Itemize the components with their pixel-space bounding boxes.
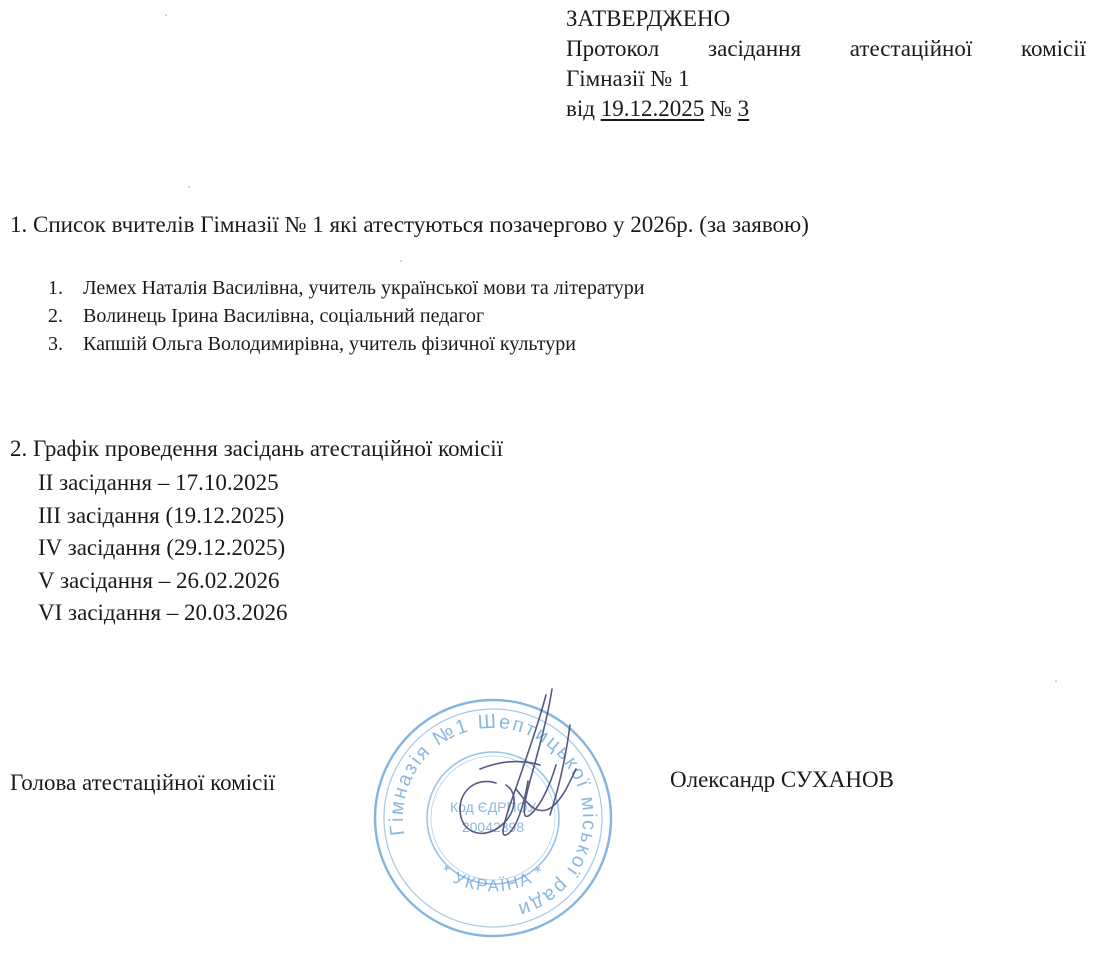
approval-number: 3 (737, 96, 750, 121)
approval-school: Гімназії № 1 (566, 66, 690, 91)
stamp-country-path: * УКРАЇНА * (436, 861, 550, 896)
list-item (48, 302, 644, 330)
list-item-number: 2. (48, 305, 63, 327)
stamp-outer-text-path: Гімназія №1 Шептицької міської ради (385, 710, 601, 922)
list-item-number: 1. (48, 277, 63, 299)
approval-date-prefix: від (566, 96, 595, 121)
scan-speck (1055, 680, 1057, 682)
list-item (48, 274, 644, 302)
approval-date: 19.12.2025 (600, 96, 705, 121)
scan-speck (165, 14, 167, 16)
approval-protocol: Протокол засідання атестаційної комісії (566, 36, 1086, 61)
meeting-item: ІІІ засідання (19.12.2025) (38, 502, 285, 528)
meeting-schedule (38, 467, 288, 630)
section2-heading: 2. Графік проведення засідань атестаційної комісії (10, 436, 504, 461)
meeting-item: ІV засідання (29.12.2025) (38, 535, 286, 560)
approval-status: ЗАТВЕРДЖЕНО (566, 6, 731, 31)
scan-speck (400, 260, 402, 262)
list-item-text: Волинець Ірина Василівна, соціальний педагог (83, 305, 485, 327)
approval-date-line (566, 94, 1086, 124)
scan-speck (188, 186, 190, 188)
approval-number-prefix: № (709, 96, 732, 121)
meeting-item: VІ засідання – 20.03.2026 (38, 600, 288, 625)
meeting-item: ІІ засідання – 17.10.2025 (38, 470, 279, 495)
list-item-number: 3. (48, 333, 63, 355)
section1-heading: 1. Список вчителів Гімназії № 1 які атестуються позачергово у 2026р. (за заявою) (10, 212, 809, 237)
signatory-name: Олександр СУХАНОВ (670, 767, 894, 792)
stamp-country (437, 861, 550, 895)
stamp-code: 20042398 (461, 819, 525, 835)
handwritten-signature (420, 685, 600, 865)
list-item-text: Лемех Наталія Василівна, учитель української мови та літератури (83, 277, 645, 299)
teacher-list (48, 274, 644, 358)
stamp-code-label: Код ЄДРПОУ (449, 799, 537, 815)
approval-block (566, 4, 1086, 124)
signatory-role: Голова атестаційної комісії (10, 770, 276, 795)
list-item (48, 330, 644, 358)
list-item-text: Капшій Ольга Володимирівна, учитель фізичної культури (83, 333, 576, 355)
meeting-item: V засідання – 26.02.2026 (38, 567, 280, 593)
